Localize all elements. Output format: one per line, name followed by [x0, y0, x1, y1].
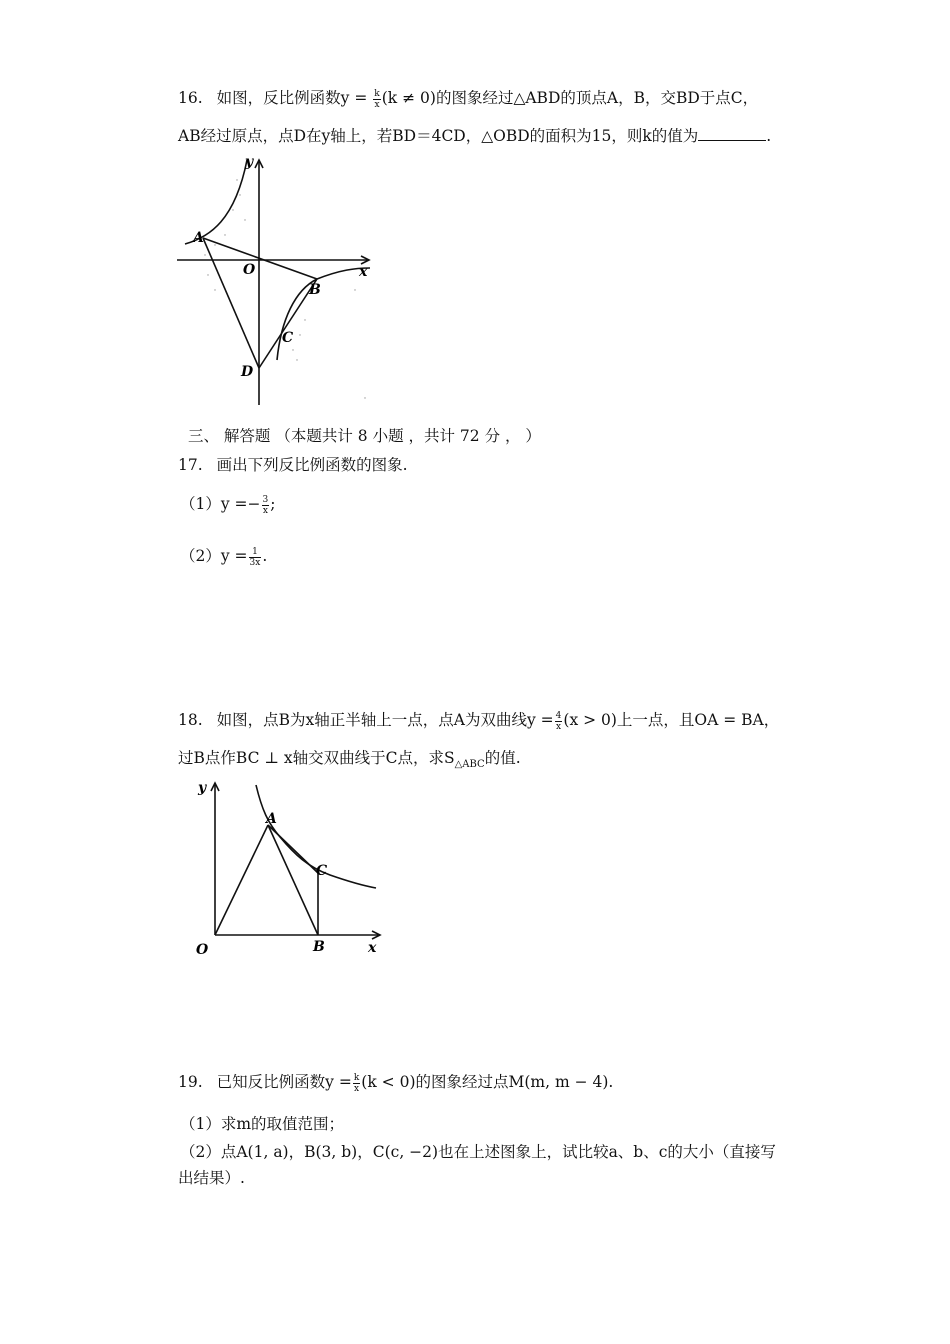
subscript: △ABC: [454, 759, 485, 771]
q17-part2: [180, 546, 267, 568]
equation: y =: [340, 89, 373, 107]
label-C: C: [316, 863, 328, 879]
q18-figure: [190, 775, 390, 960]
part-label: （2）: [180, 547, 221, 565]
question-number: 17.: [178, 456, 203, 474]
equation: y =: [220, 547, 248, 565]
q17-part1: [180, 494, 276, 516]
question-number: 19.: [178, 1073, 203, 1091]
denominator: x: [262, 505, 268, 516]
fraction: [555, 711, 563, 732]
q16-line1: [178, 88, 758, 110]
numerator: k: [374, 88, 380, 99]
text: (k ≠ 0)的图象经过△ABD的顶点A，B，交BD于点C，: [381, 89, 759, 107]
numerator: k: [353, 1072, 360, 1083]
text: .: [766, 127, 772, 145]
label-B: B: [309, 282, 321, 298]
numerator: 4: [555, 710, 562, 721]
part-label: （1）: [180, 495, 221, 513]
denominator: x: [374, 99, 380, 110]
label-x: x: [368, 940, 377, 956]
answer-blank[interactable]: [698, 126, 766, 141]
fraction: [249, 547, 262, 568]
fraction: [373, 89, 380, 110]
label-A: A: [266, 811, 277, 827]
label-A: A: [193, 230, 204, 246]
text: 已知反比例函数y =: [216, 1073, 352, 1091]
label-O: O: [196, 942, 209, 958]
label-O: O: [243, 262, 256, 278]
q19-line1: [178, 1072, 613, 1094]
equation: y =−: [220, 495, 261, 513]
text: 画出下列反比例函数的图象.: [216, 456, 408, 474]
text: .: [262, 547, 268, 565]
label-D: D: [241, 364, 254, 380]
section-heading: 三、 解答题 （本题共计 8 小题 ，共计 72 分 ， ）: [188, 427, 541, 445]
text: (x > 0)上一点，且OA = BA，: [563, 711, 780, 729]
q19-part2-cont: 出结果）.: [178, 1169, 245, 1187]
text: ;: [270, 495, 276, 513]
numerator: 1: [249, 547, 262, 558]
question-number: 16.: [178, 89, 203, 107]
text: 过B点作BC ⊥ x轴交双曲线于C点，求S: [178, 749, 455, 767]
text: (k < 0)的图象经过点M(m, m − 4).: [361, 1073, 614, 1091]
text: AB经过原点，点D在y轴上，若BD＝4CD，△OBD的面积为15，则k的值为: [178, 127, 699, 145]
q17-title: [178, 455, 408, 475]
fraction: [262, 495, 270, 516]
label-B: B: [313, 939, 325, 955]
denominator: 3x: [249, 557, 261, 568]
denominator: x: [354, 1083, 360, 1094]
q16-line2: [178, 126, 771, 146]
q19-part1: （1）求m的取值范围；: [180, 1115, 345, 1133]
question-number: 18.: [178, 711, 203, 729]
label-y: y: [198, 780, 207, 796]
text: 的值.: [484, 749, 521, 767]
q18-line2: [178, 748, 521, 775]
text: 如图，反比例函数: [216, 89, 341, 107]
fraction: [353, 1073, 360, 1094]
numerator: 3: [262, 494, 269, 505]
q18-line1: [178, 710, 779, 732]
denominator: x: [555, 721, 562, 732]
q19-part2: （2）点A(1, a)，B(3, b)，C(c, −2)也在上述图象上，试比较a、b、c的大小（直接写: [180, 1143, 776, 1161]
label-x: x: [359, 264, 368, 280]
q16-figure: [175, 150, 385, 410]
label-C: C: [282, 330, 294, 346]
label-y: y: [245, 154, 254, 170]
text: 如图，点B为x轴正半轴上一点，点A为双曲线y =: [216, 711, 554, 729]
